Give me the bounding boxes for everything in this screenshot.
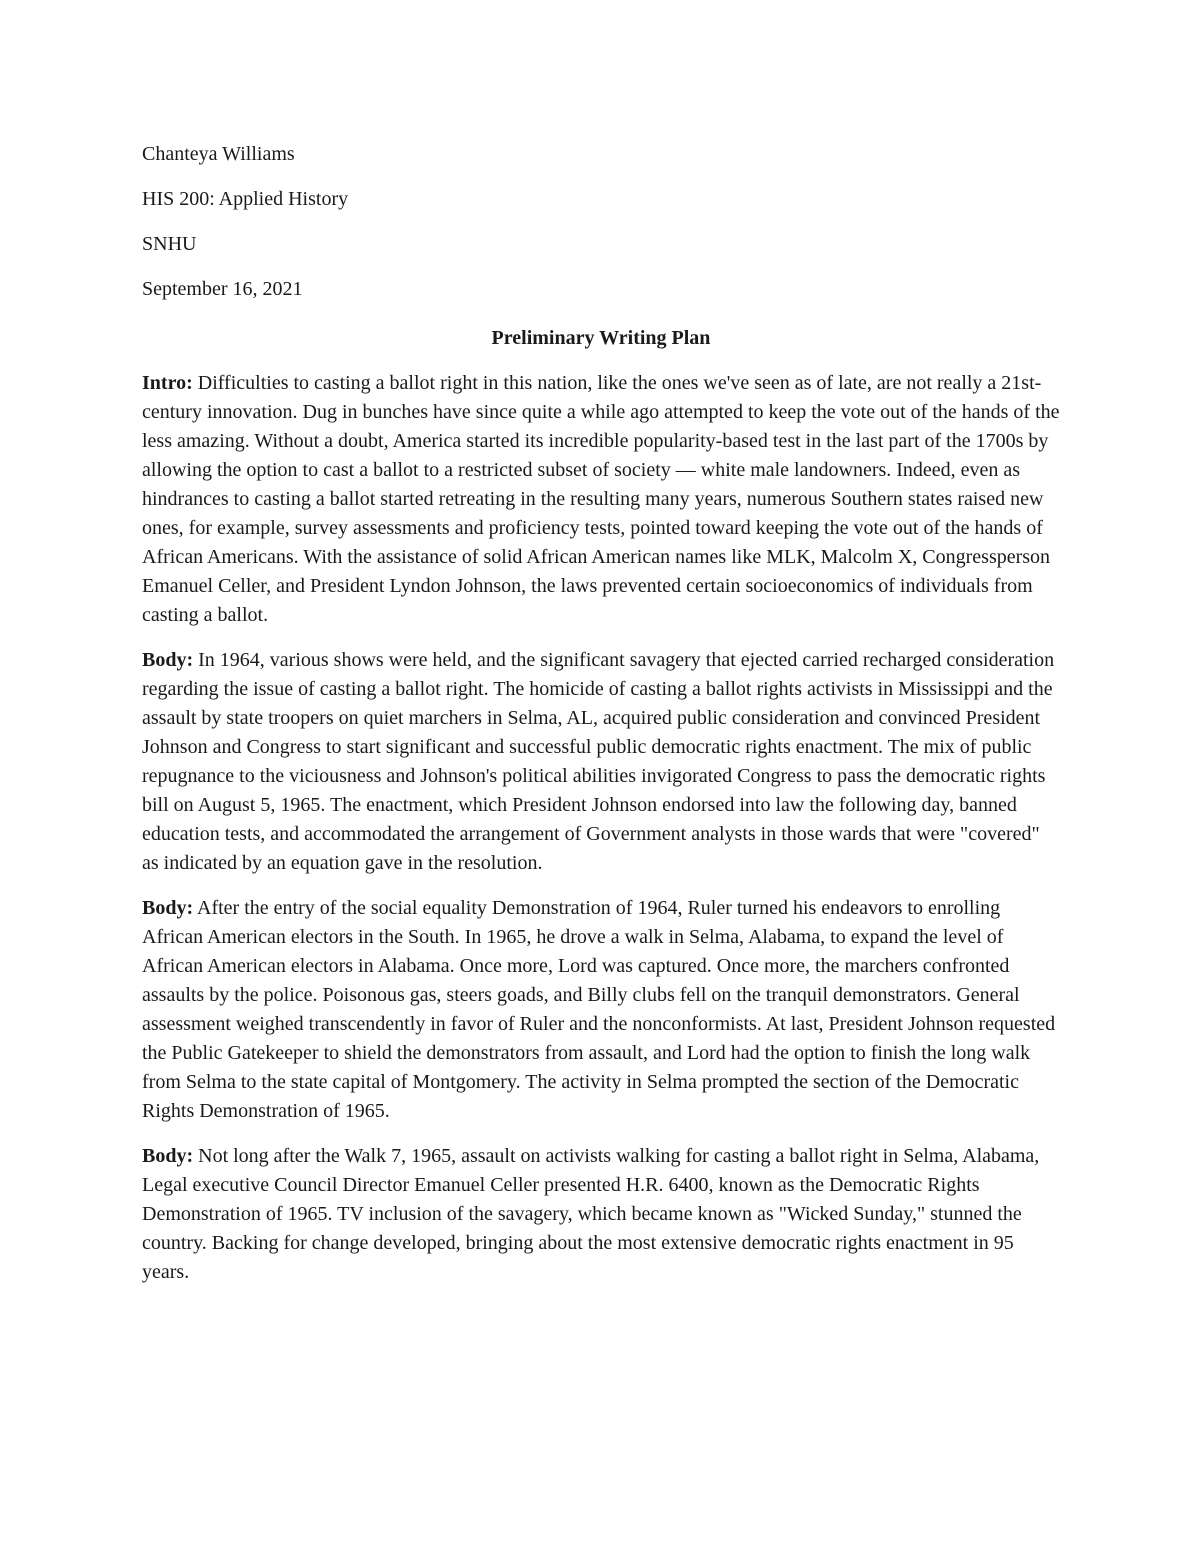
section-text: After the entry of the social equality Demonstration of 1964, Ruler turned his endeavors to enrolling African American electors in the South. In 1965, he drove a walk in Selma, Alabama, to expand the level of African American electors in Alabama. Once more, Lord was captured. Once more, the marchers confronted assaults by the police. Poisonous gas, steers goads, and Billy clubs fell on the tranquil demonstrators. General assessment weighed transcendently in favor of Ruler and the nonconformists. At last, President Johnson requested the Public Gatekeeper to shield the demonstrators from assault, and Lord had the option to finish the long walk from Selma to the state capital of Montgomery. The activity in Selma prompted the section of the Democratic Rights Demonstration of 1965. [142,897,1056,1122]
institution-name: SNHU [142,233,197,255]
body-paragraph-3 [142,1142,1060,1287]
body-paragraph-2 [142,894,1060,1126]
section-label: Body: [142,897,194,919]
section-text: Not long after the Walk 7, 1965, assault on activists walking for casting a ballot right in Selma, Alabama, Legal executive Council Director Emanuel Celler presented H.R. 6400, known as the Democratic Rights Demonstration of 1965. TV inclusion of the savagery, which became known as "Wicked Sunday," stunned the country. Backing for change developed, bringing about the most extensive democratic rights enactment in 95 years. [142,1145,1040,1283]
body-paragraph-1 [142,646,1060,878]
intro-paragraph [142,369,1060,630]
section-text: In 1964, various shows were held, and the significant savagery that ejected carried recharged consideration regarding the issue of casting a ballot right. The homicide of casting a ballot rights activists in Mississippi and the assault by state troopers on quiet marchers in Selma, AL, acquired public consideration and convinced President Johnson and Congress to start significant and successful public democratic rights enactment. The mix of public repugnance to the viciousness and Johnson's political abilities invigorated Congress to pass the democratic rights bill on August 5, 1965. The enactment, which President Johnson endorsed into law the following day, banned education tests, and accommodated the arrangement of Government analysts in those wards that were "covered" as indicated by an equation gave in the resolution. [142,649,1055,874]
author-name: Chanteya Williams [142,143,295,165]
section-label: Body: [142,649,194,671]
section-label: Body: [142,1145,194,1167]
document-body [142,140,1060,1303]
document-date: September 16, 2021 [142,278,303,300]
section-text: Difficulties to casting a ballot right in this nation, like the ones we've seen as of late, are not really a 21st-century innovation. Dug in bunches have since quite a while ago attempted to keep the vote out of the hands of the less amazing. Without a doubt, America started its incredible popularity-based test in the last part of the 1700s by allowing the option to cast a ballot to a restricted subset of society — white male landowners. Indeed, even as hindrances to casting a ballot started retreating in the resulting many years, numerous Southern states raised new ones, for example, survey assessments and proficiency tests, pointed toward keeping the vote out of the hands of African Americans. With the assistance of solid African American names like MLK, Malcolm X, Congressperson Emanuel Celler, and President Lyndon Johnson, the laws prevented certain socioeconomics of individuals from casting a ballot. [142,372,1060,626]
course-name: HIS 200: Applied History [142,188,349,210]
section-label: Intro: [142,372,193,394]
page-title: Preliminary Writing Plan [491,327,711,349]
